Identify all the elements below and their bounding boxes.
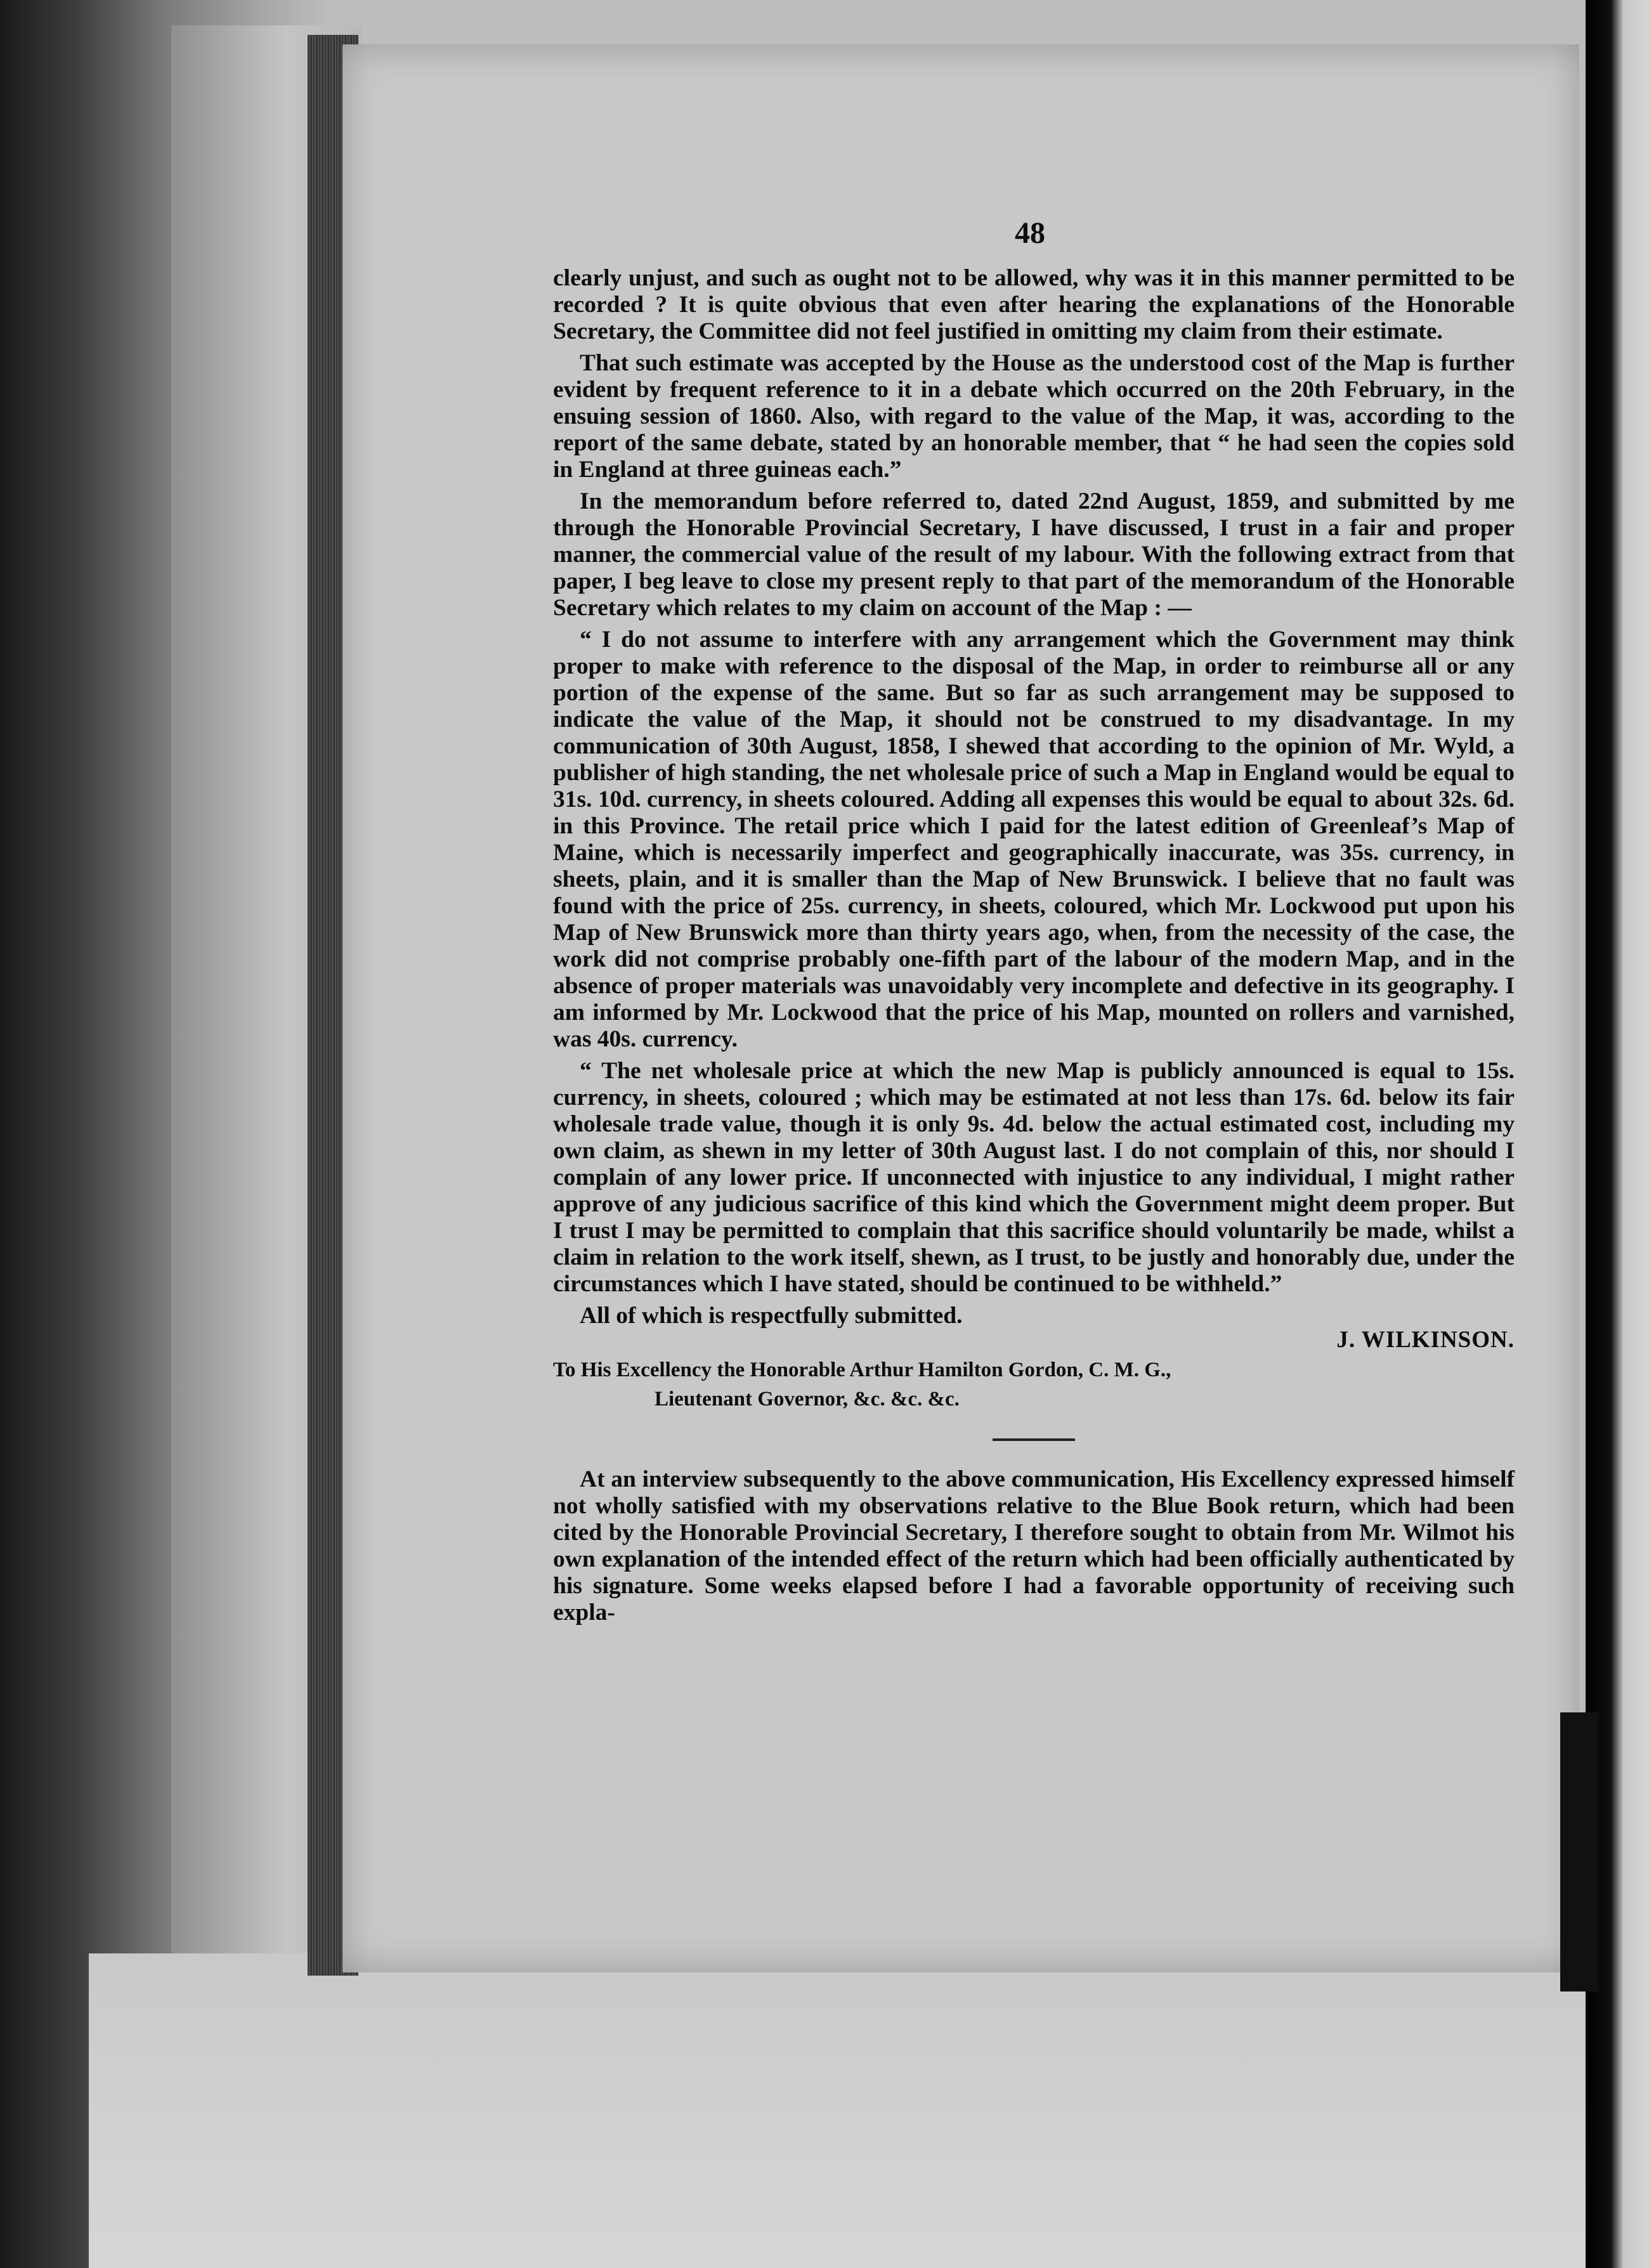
addressee-line-1: To His Excellency the Honorable Arthur Hamilton Gordon, C. M. G., — [553, 1359, 1171, 1381]
paragraph-memorandum: In the memorandum before referred to, dated 22nd August, 1859, and submitted by me through the Honorable Provincial Secretary, I have discussed, I trust in a fair and proper manner, the commercial value of the result of my labour. With the following extract from that paper, I beg leave to close my present reply to that part of the memorandum of the Honorable Secretary which relates to my claim on account of the Map : — — [553, 488, 1515, 621]
page-gap-shadow — [1560, 1712, 1598, 1991]
addressee-line-2: Lieutenant Governor, &c. &c. &c. — [655, 1388, 960, 1411]
document-body — [553, 265, 1515, 1631]
closing-line — [553, 1303, 1515, 1329]
signature-block — [553, 1327, 1515, 1353]
signature: J. WILKINSON. — [1336, 1327, 1515, 1353]
paragraph-estimate: That such estimate was accepted by the House as the understood cost of the Map is further evident by frequent reference to it in a debate which occurred on the 20th February, in the ensuing session of 1860. Also, with regard to the value of the Map, it was, according to the report of the same debate, stated by an honorable member, that “ he had seen the copies sold in England at three guineas each.” — [553, 350, 1515, 483]
closing-text: All of which is respectfully submitted. — [580, 1303, 963, 1329]
book-cover-bottom — [89, 1953, 1649, 2268]
paragraph-quote-2: “ The net wholesale price at which the new Map is publicly announced is equal to 15s. currency, in sheets, coloured ; which may be estimated at not less than 17s. 6d. below its fair wholesale trade value, though it is only 9s. 4d. below the actual estimated cost, including my own claim, as shewn in my letter of 30th August last. I do not complain of this, nor should I complain of any lower price. If unconnected with injustice to any individual, I might rather approve of any judicious sacrifice of this kind which the Government might deem proper. But I trust I may be permitted to complain that this sacrifice should voluntarily be made, whilst a claim in relation to the work itself, shewn, as I trust, to be justly and honorably due, under the circumstances which I have stated, should be continued to be withheld.” — [553, 1058, 1515, 1297]
paragraph-continuation: clearly unjust, and such as ought not to be allowed, why was it in this manner permitted to be recorded ? It is quite obvious that even after hearing the explanations of the Honorable Secretary, the Committee did not feel justified in omitting my claim from their estimate. — [553, 265, 1515, 344]
section-divider — [993, 1438, 1075, 1441]
paragraph-interview: At an interview subsequently to the above communication, His Excellency expressed himself not wholly satisfied with my observations relative to the Blue Book return, which had been cited by the Honorable Provincial Secretary, I therefore sought to obtain from Mr. Wilmot his own explanation of the intended effect of the return which had been officially authenticated by his signature. Some weeks elapsed before I had a favorable opportunity of receiving such expla- — [553, 1466, 1515, 1626]
paragraph-quote-1: “ I do not assume to interfere with any arrangement which the Government may think proper to make with reference to the disposal of the Map, in order to reimburse all or any portion of the expense of the same. But so far as such arrangement may be supposed to indicate the value of the Map, it should not be construed to my disadvantage. In my communication of 30th August, 1858, I shewed that according to the opinion of Mr. Wyld, a publisher of high standing, the net wholesale price of such a Map in England would be equal to 31s. 10d. currency, in sheets coloured. Adding all expenses this would be equal to about 32s. 6d. in this Province. The retail price which I paid for the latest edition of Greenleaf’s Map of Maine, which is necessarily imperfect and geographically inaccurate, was 35s. currency, in sheets, plain, and it is smaller than the Map of New Brunswick. I believe that no fault was found with the price of 25s. currency, in sheets, coloured, which Mr. Lockwood put upon his Map of New Brunswick more than thirty years ago, when, from the necessity of the case, the work did not comprise probably one-fifth part of the labour of the modern Map, and in the absence of proper materials was unavoidably very incomplete and defective in its geography. I am informed by Mr. Lockwood that the price of his Map, mounted on rollers and varnished, was 40s. currency. — [553, 627, 1515, 1052]
page-number: 48 — [1015, 216, 1045, 250]
